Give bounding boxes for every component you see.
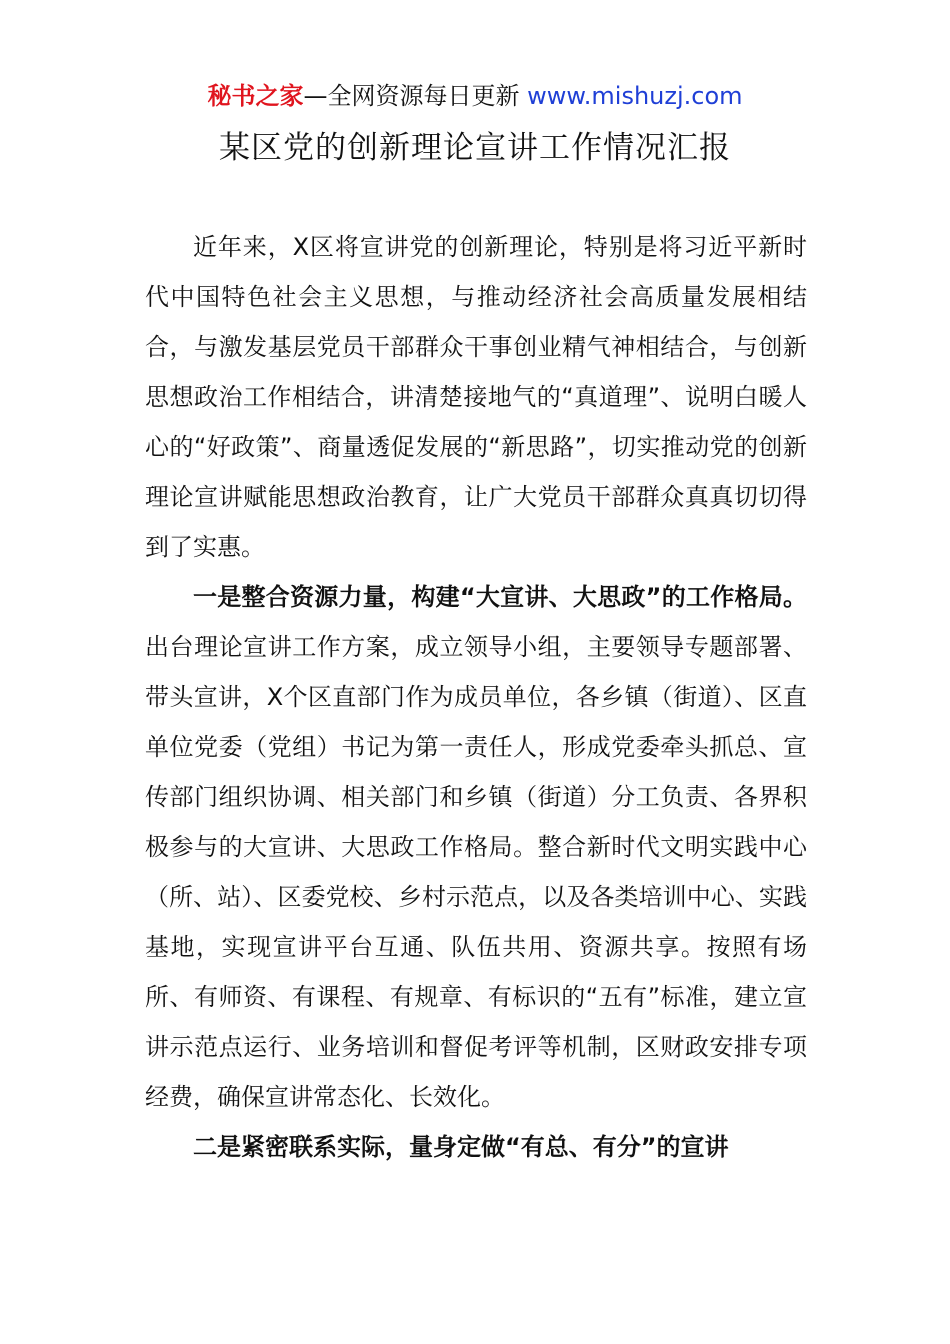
- document-title: 某区党的创新理论宣讲工作情况汇报: [219, 130, 731, 166]
- paragraph-point-one-lead: 一是整合资源力量，构建“大宣讲、大思政”的工作格局。: [193, 583, 807, 611]
- site-url-link[interactable]: www.mishuzj.com: [527, 82, 743, 110]
- paragraph-point-two-lead: 二是紧密联系实际，量身定做“有总、有分”的宣讲: [193, 1133, 729, 1161]
- paragraph-intro-text: 近年来，X区将宣讲党的创新理论，特别是将习近平新时代中国特色社会主义思想，与推动经济社会高质量发展相结合，与激发基层党员干部群众干事创业精气神相结合，与创新思想政治工作相结合，讲清楚接地气的“真道理”、说明白暖人心的“好政策”、商量透促发展的“新思路”，切实推动党的创新理论宣讲赋能思想政治教育，让广大党员干部群众真真切切得到了实惠。: [145, 233, 807, 561]
- site-tagline: —全网资源每日更新: [303, 82, 520, 110]
- site-brand: 秘书之家: [207, 82, 304, 110]
- paragraph-intro: [145, 222, 807, 572]
- site-banner: [0, 80, 950, 112]
- paragraph-point-two: [145, 1122, 807, 1172]
- document-body: [145, 222, 807, 1172]
- paragraph-point-one-text: 出台理论宣讲工作方案，成立领导小组，主要领导专题部署、带头宣讲，X个区直部门作为成员单位，各乡镇（街道）、区直单位党委（党组）书记为第一责任人，形成党委牵头抓总、宣传部门组织协调、相关部门和乡镇（街道）分工负责、各界积极参与的大宣讲、大思政工作格局。整合新时代文明实践中心（所、站）、区委党校、乡村示范点，以及各类培训中心、实践基地，实现宣讲平台互通、队伍共用、资源共享。按照有场所、有师资、有课程、有规章、有标识的“五有”标准，建立宣讲示范点运行、业务培训和督促考评等机制，区财政安排专项经费，确保宣讲常态化、长效化。: [145, 633, 807, 1111]
- paragraph-point-one: [145, 572, 807, 1122]
